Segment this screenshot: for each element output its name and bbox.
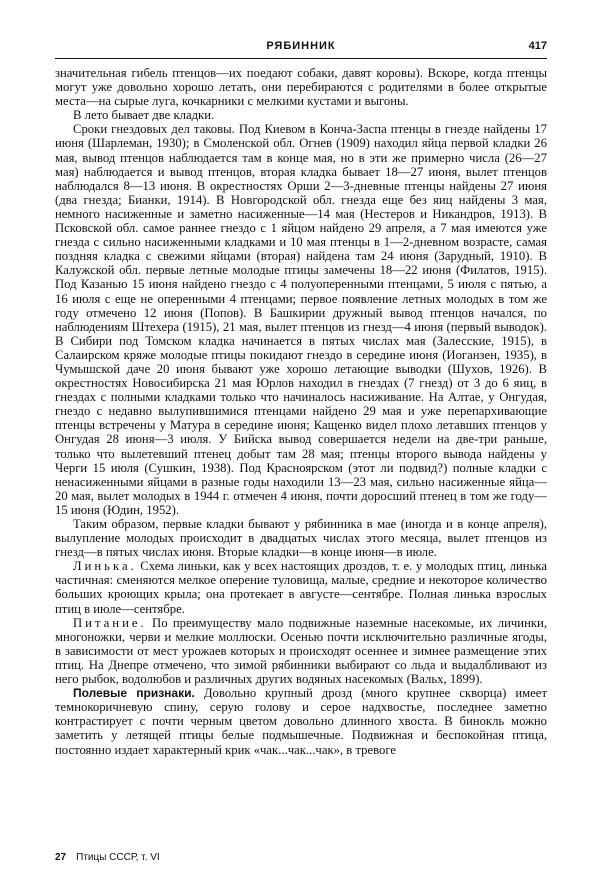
running-header bbox=[55, 40, 547, 58]
paragraph: Сроки гнездовых дел таковы. Под Киевом в Конча-Заспа птенцы в гнезде найдены 17 июня (Шарлеман, 1930); в Смоленской обл. Огнев (1909) находил яйца первой кладки 26 мая, вывод птенцов наблюдается там в конце мая, но в эти же примерно числа (26—27 мая) наблюдается и вывод птенцов, вторая кладка бывает 18—27 июня, вылет птенцов наблюдался 8—13 июня. В окрестностях Орши 2—3-дневные птенцы найдены 27 июня (два гнезда; Бианки, 1914). В Новгородской обл. гнезда еще без яиц найдены 3 мая, немного насиженные и заметно насиженные—14 мая (Нестеров и Никандров, 1913). В Псковской обл. самое раннее гнездо с 1 яйцом найдено 29 апреля, а 7 мая имеются уже гнезда с сильно насиженными кладками и 10 мая птенцы в 1—2-дневном возрасте, самая поздняя кладка с свежими яйцами (вторая) найдена там 24 июня (Зарудный, 1910). В Калужской обл. первые летные молодые птицы замечены 18—22 июня (Филатов, 1915). Под Казанью 15 июня найдено гнездо с 4 полуоперенными птенцами, 5 июля с пятью, а 16 июля с еще не оперенными 4 птенцами; первое появление летных молодых в том же году отмечено 12 июня (Попов). В Башкирии дружный вывод птенцов начался, по наблюдениям Штехера (1915), 21 мая, вылет птенцов из гнезд—4 июня (первый выводок). В Сибири под Томском кладка начинается в пятых числах мая (Залесские, 1915), в Салаирском кряже молодые птицы покидают гнездо в середине июня (Иоганзен, 1935), в Чумышской даче 20 июня бывают уже хорошо летающие выводки (Шухов, 1926). В окрестностях Новосибирска 21 мая Юрлов находил в гнездах (7 гнезд) от 3 до 6 яиц, в гнездах с полными кладками только что начиналось насиживание. На Алтае, у Онгудая, гнездо с недавно вылупившимися птенцами найдено 29 мая и уже перепархивающие птенцы встречены у Матура в середине июня; Кащенко видел плохо летавших птенцов у Онгудая 28 июня—3 июля. У Бийска вывод совершается недели на две-три раньше, только что вылетевший птенец добыт там 28 мая; птенцы второго вывода найдены у Черги 15 июля (Сушкин, 1938). Под Красноярском (этот ли подвид?) полные кладки с ненасиженными яйцами в разные годы находили 13—23 мая, сильно насиженные яйца—20 мая, вылет молодых в 1944 г. отмечен 4 июня, почти доросший птенец в том же году—15 июня (Юдин, 1952). bbox=[55, 122, 547, 517]
running-title: РЯБИННИК bbox=[266, 40, 336, 52]
page-footer bbox=[55, 852, 160, 863]
footer-text: Птицы СССР, т. VI bbox=[76, 852, 160, 863]
paragraph bbox=[55, 559, 547, 615]
paragraph-text: Схема линьки, как у всех настоящих дроздов, т. е. у молодых птиц, линька частичная: сменяются мелкое оперение туловища, малые, средние и некоторое количество больших кроющих крыла; она протекает в августе—сентябре. Полная линька взрослых птиц в июле—сентябре. bbox=[55, 559, 547, 616]
paragraph bbox=[55, 616, 547, 686]
section-heading-field-marks: Полевые признаки. bbox=[73, 686, 195, 701]
paragraph-text: По преимуществу мало подвижные наземные насекомые, их личинки, многоножки, черви и мелкие моллюски. Осенью почти исключительно различные ягоды, в зависимости от мест урожаев которых и происходят осеннее и зимнее размещение этих птиц. На Днепре отмечено, что зимой рябинники выбирают со льда и выдалбливают из него рыбок, водолюбов и различных других водяных насекомых (Вальх, 1899). bbox=[55, 615, 547, 687]
paragraph: В лето бывает две кладки. bbox=[73, 108, 215, 123]
body-text bbox=[55, 66, 547, 757]
paragraph: Таким образом, первые кладки бывают у рябинника в мае (иногда и в конце апреля), вылупление молодых происходит в двадцатых числах этого месяца, вылет птенцов из гнезд—в пятых числах июня. Вторые кладки—в конце июня—в июле. bbox=[55, 517, 547, 560]
section-heading-molt: Линька. bbox=[73, 559, 137, 574]
signature-mark: 27 bbox=[55, 852, 67, 863]
header-rule bbox=[55, 58, 547, 59]
paragraph-text: Довольно крупный дрозд (много крупнее скворца) имеет темнокоричневую спину, серую голову и серое надхвостье, последнее заметно контрастирует с почти черным цветом довольно длинного хвоста. В бинокль можно заметить у летящей птицы белые подмышечные. Подвижная и беспокойная птица, постоянно издает характерный крик «чак...чак...чак», в тревоге bbox=[55, 686, 547, 757]
paragraph bbox=[55, 686, 547, 756]
page-number: 417 bbox=[528, 40, 547, 52]
section-heading-diet: Питание. bbox=[73, 615, 147, 630]
paragraph: значительная гибель птенцов—их поедают собаки, давят коровы). Вскоре, когда птенцы могут уже довольно хорошо летать, они перебираются с родителями в более открытые места—на сырые луга, кочкарники с мелкими кустами и выгоны. bbox=[55, 66, 547, 109]
